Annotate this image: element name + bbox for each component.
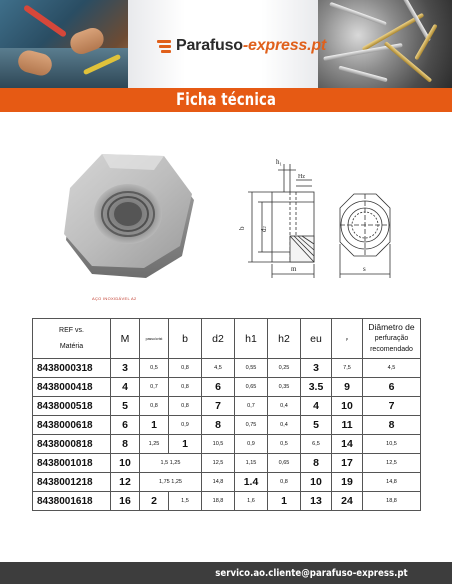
cell-m: 5: [111, 397, 140, 416]
cell-b: 0,8: [169, 397, 202, 416]
cell-m: 4: [111, 378, 140, 397]
cell-pitch-b: 1,75 1,25: [140, 473, 202, 492]
col-b: b: [169, 319, 202, 359]
cell-p: 19: [332, 473, 363, 492]
cell-diam: 18,8: [363, 492, 421, 511]
spec-table: [32, 318, 421, 511]
cell-h1: 1.4: [235, 473, 268, 492]
cell-diam: 6: [363, 378, 421, 397]
cell-ref: 8438000618: [33, 416, 111, 435]
cell-d2: 18,8: [202, 492, 235, 511]
cell-pitch: 0,5: [140, 359, 169, 378]
cell-h2: 0,35: [268, 378, 301, 397]
cell-h2: 0,4: [268, 397, 301, 416]
cell-p: 9: [332, 378, 363, 397]
cell-d2: 10,5: [202, 435, 235, 454]
cell-b: 0,8: [169, 378, 202, 397]
table-row: [33, 378, 421, 397]
cell-d2: 12,5: [202, 454, 235, 473]
col-h2: h2: [268, 319, 301, 359]
cell-eu: 8: [301, 454, 332, 473]
cell-h1: 0,55: [235, 359, 268, 378]
cell-eu: 6,5: [301, 435, 332, 454]
col-pitch: passo/crist: [140, 319, 169, 359]
title-band: [0, 88, 452, 112]
cell-h2: 0,5: [268, 435, 301, 454]
workbench-photo: [0, 0, 128, 88]
label-hz: Hz: [298, 174, 305, 180]
cell-eu: 4: [301, 397, 332, 416]
cell-h1: 1,15: [235, 454, 268, 473]
cell-pitch: 2: [140, 492, 169, 511]
cell-pitch: 1,25: [140, 435, 169, 454]
cell-d2: 14,8: [202, 473, 235, 492]
col-d2: d2: [202, 319, 235, 359]
col-eu: eu: [301, 319, 332, 359]
cell-h1: 0,65: [235, 378, 268, 397]
header-banner: [0, 0, 452, 88]
cell-b: 0,9: [169, 416, 202, 435]
customer-service-email-link[interactable]: servico.ao.cliente@parafuso-express.pt: [215, 567, 408, 579]
cell-h2: 1: [268, 492, 301, 511]
cell-h1: 1,6: [235, 492, 268, 511]
cell-p: 17: [332, 454, 363, 473]
cell-ref: 8438000818: [33, 435, 111, 454]
cell-m: 8: [111, 435, 140, 454]
cell-h2: 0,8: [268, 473, 301, 492]
cell-p: 7,5: [332, 359, 363, 378]
label-s: s: [363, 265, 366, 273]
page-title: Ficha técnica: [176, 90, 276, 110]
hex-nut-photo: [54, 148, 204, 288]
cell-m: 3: [111, 359, 140, 378]
table-row: [33, 416, 421, 435]
cell-eu: 13: [301, 492, 332, 511]
table-row: [33, 473, 421, 492]
brand-logo[interactable]: [156, 34, 326, 58]
cell-ref: 8438000518: [33, 397, 111, 416]
col-drill-diameter: Diâmetro de perfuração recomendado: [363, 319, 421, 359]
cell-m: 10: [111, 454, 140, 473]
cell-b: 0,8: [169, 359, 202, 378]
cell-pitch: 0,7: [140, 378, 169, 397]
cell-h2: 0,25: [268, 359, 301, 378]
table-row: [33, 435, 421, 454]
cell-pitch-b: 1,5 1,25: [140, 454, 202, 473]
cell-diam: 7: [363, 397, 421, 416]
bolt-logo-icon: [156, 38, 172, 54]
cell-h1: 0,7: [235, 397, 268, 416]
cell-d2: 8: [202, 416, 235, 435]
cell-diam: 14,8: [363, 473, 421, 492]
table-row: [33, 454, 421, 473]
brand-name: Parafuso-express.pt: [176, 37, 327, 54]
cell-ref: 8438001018: [33, 454, 111, 473]
footer: [0, 562, 452, 584]
table-row: [33, 359, 421, 378]
cell-b: 1: [169, 435, 202, 454]
technical-drawing: [232, 150, 402, 290]
cell-diam: 8: [363, 416, 421, 435]
label-d2: d2: [260, 226, 268, 232]
cell-p: 11: [332, 416, 363, 435]
cell-h1: 0,75: [235, 416, 268, 435]
cell-diam: 12,5: [363, 454, 421, 473]
material-caption: AÇO INOXIDÁVEL A2: [92, 296, 137, 301]
cell-h2: 0,4: [268, 416, 301, 435]
cell-ref: 8438000318: [33, 359, 111, 378]
cell-ref: 8438000418: [33, 378, 111, 397]
col-ref: REF vs. Matéria: [33, 319, 111, 359]
cell-pitch: 1: [140, 416, 169, 435]
cell-b: 1,5: [169, 492, 202, 511]
cell-eu: 3: [301, 359, 332, 378]
cell-eu: 10: [301, 473, 332, 492]
table-header-row: [33, 319, 421, 359]
cell-diam: 4,5: [363, 359, 421, 378]
table-row: [33, 492, 421, 511]
cell-d2: 6: [202, 378, 235, 397]
col-m: M: [111, 319, 140, 359]
cell-p: 14: [332, 435, 363, 454]
cell-eu: 5: [301, 416, 332, 435]
cell-d2: 7: [202, 397, 235, 416]
cell-p: 24: [332, 492, 363, 511]
cell-h1: 0,9: [235, 435, 268, 454]
col-p: p: [332, 319, 363, 359]
label-b: b: [238, 226, 246, 230]
cell-ref: 8438001218: [33, 473, 111, 492]
cell-ref: 8438001618: [33, 492, 111, 511]
cell-p: 10: [332, 397, 363, 416]
cell-m: 6: [111, 416, 140, 435]
cell-m: 16: [111, 492, 140, 511]
cell-h2: 0,65: [268, 454, 301, 473]
screws-photo: [318, 0, 452, 88]
col-h1: h1: [235, 319, 268, 359]
cell-d2: 4,5: [202, 359, 235, 378]
cell-pitch: 0,8: [140, 397, 169, 416]
label-h1: $h_1$: [276, 158, 282, 167]
cell-m: 12: [111, 473, 140, 492]
label-m: m: [291, 265, 297, 273]
cell-diam: 10,5: [363, 435, 421, 454]
cell-eu: 3.5: [301, 378, 332, 397]
table-row: [33, 397, 421, 416]
